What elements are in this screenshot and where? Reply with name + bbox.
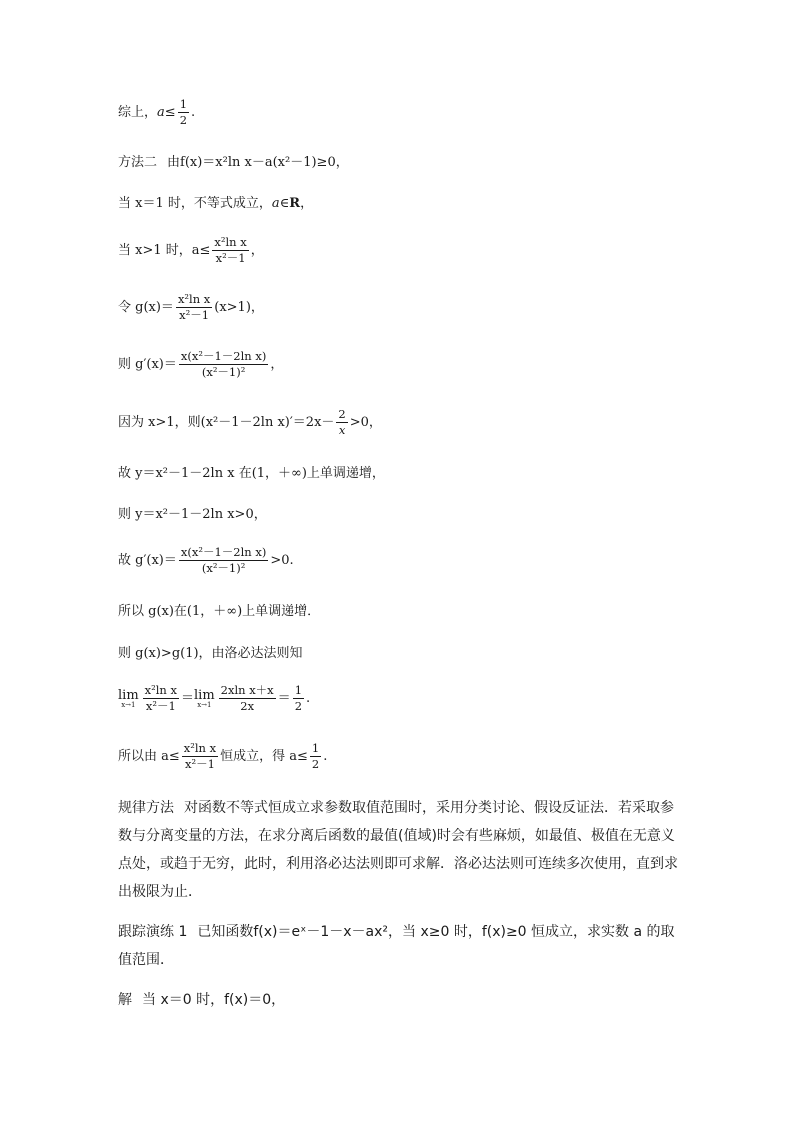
fraction bbox=[179, 350, 268, 379]
method-label: 方法二 bbox=[118, 155, 158, 170]
denominator: x²－1 bbox=[145, 699, 176, 714]
var-a: a∈ bbox=[271, 196, 290, 211]
fraction bbox=[310, 742, 321, 771]
text: >0， bbox=[349, 414, 382, 430]
limit-operator bbox=[118, 688, 139, 710]
rule-label: 规律方法 bbox=[118, 800, 174, 816]
denominator: 2 bbox=[311, 757, 320, 772]
fraction bbox=[182, 742, 218, 771]
numerator: x(x²－1－2ln x) bbox=[179, 546, 268, 561]
exercise-label: 跟踪演练 1 bbox=[118, 924, 188, 940]
limit-line bbox=[118, 684, 310, 713]
method-two-line bbox=[118, 155, 349, 171]
lim-subscript: x→1 bbox=[121, 701, 136, 710]
denominator: x²－1 bbox=[215, 251, 246, 266]
text: 综上， bbox=[118, 104, 158, 120]
lim-text: lim bbox=[118, 687, 139, 703]
solution-text: 当 x＝0 时，f(x)＝0， bbox=[142, 992, 286, 1008]
text: 由f(x)＝x²ln x－a(x²－1)≥0， bbox=[167, 155, 349, 170]
y-positive-line bbox=[118, 507, 267, 523]
text: 故 g′(x)＝ bbox=[118, 552, 177, 568]
fraction bbox=[219, 684, 276, 713]
define-g-line bbox=[118, 293, 264, 322]
lhopital-line bbox=[118, 646, 303, 662]
text: 令 g(x)＝ bbox=[118, 299, 174, 315]
fraction bbox=[293, 684, 304, 713]
denominator: 2 bbox=[179, 113, 188, 128]
monotonic-y-line bbox=[118, 466, 385, 482]
denominator: (x²－1)² bbox=[201, 365, 246, 380]
var-a: a bbox=[157, 104, 165, 120]
fraction bbox=[143, 684, 179, 713]
lim-subscript: x→1 bbox=[197, 701, 212, 710]
punct: . bbox=[323, 748, 328, 764]
denominator: 2 bbox=[294, 699, 303, 714]
text: (x>1)， bbox=[214, 299, 264, 315]
derivative-positive-line bbox=[118, 546, 294, 575]
numerator: x²ln x bbox=[143, 684, 179, 699]
numerator: 1 bbox=[178, 98, 189, 113]
denominator: (x²－1)² bbox=[201, 561, 246, 576]
numerator: x²ln x bbox=[182, 742, 218, 757]
equals: ＝ bbox=[180, 690, 194, 706]
relation: ≤ bbox=[164, 104, 176, 120]
fraction bbox=[176, 293, 212, 322]
punct: . bbox=[191, 104, 196, 120]
numerator: 1 bbox=[310, 742, 321, 757]
punct: ， bbox=[300, 196, 314, 211]
text: 所以 g(x)在(1，＋∞)上单调递增． bbox=[118, 604, 321, 619]
text: 当 x>1 时，a≤ bbox=[118, 242, 211, 258]
numerator: x²ln x bbox=[212, 236, 248, 251]
punct: ， bbox=[270, 356, 284, 372]
equals: ＝ bbox=[277, 690, 291, 706]
fraction bbox=[179, 546, 268, 575]
denominator: x²－1 bbox=[184, 757, 215, 772]
text: >0. bbox=[270, 552, 294, 568]
text: 则 y＝x²－1－2ln x>0， bbox=[118, 507, 267, 522]
numerator: x(x²－1－2ln x) bbox=[179, 350, 268, 365]
exercise-text: 已知函数f(x)＝eˣ－1－x－ax²，当 x≥0 时，f(x)≥0 恒成立，求实数 a 的取值范围． bbox=[118, 924, 675, 968]
denominator: x bbox=[338, 423, 346, 438]
text: 当 x＝1 时，不等式成立， bbox=[118, 196, 272, 211]
fraction bbox=[212, 236, 248, 265]
lim-text: lim bbox=[194, 687, 215, 703]
limit-operator bbox=[194, 688, 215, 710]
text: 所以由 a≤ bbox=[118, 748, 180, 764]
text: 因为 x>1，则(x²－1－2ln x)′＝2x－ bbox=[118, 414, 335, 430]
solution-label: 解 bbox=[118, 992, 132, 1008]
conclusion-line bbox=[118, 98, 195, 127]
numerator: x²ln x bbox=[176, 293, 212, 308]
final-conclusion-line bbox=[118, 742, 327, 771]
case-x-gt-1 bbox=[118, 236, 264, 265]
numerator: 1 bbox=[293, 684, 304, 699]
g-monotonic-line bbox=[118, 604, 320, 620]
rule-method-paragraph bbox=[118, 794, 678, 906]
since-x-gt-1-line bbox=[118, 408, 382, 437]
derivative-line bbox=[118, 350, 283, 379]
solution-paragraph bbox=[118, 986, 678, 1014]
text: 则 g′(x)＝ bbox=[118, 356, 177, 372]
rule-text: 对函数不等式恒成立求参数取值范围时，采用分类讨论、假设反证法．若采取参数与分离变量的方法，在求分离后函数的最值(值域)时会有些麻烦，如最值、极值在无意义点处，或趋于无穷，此时，利用洛必达法则即可求解．洛必达法则可连续多次使用，直到求出极限为止． bbox=[118, 800, 678, 900]
fraction bbox=[178, 98, 189, 127]
denominator: x²－1 bbox=[179, 308, 210, 323]
punct: ， bbox=[250, 242, 264, 258]
exercise-paragraph bbox=[118, 918, 678, 974]
text: 则 g(x)>g(1)，由洛必达法则知 bbox=[118, 646, 303, 661]
real-set: R bbox=[289, 196, 301, 211]
case-x-equals-1 bbox=[118, 196, 313, 212]
denominator: 2x bbox=[240, 699, 255, 714]
numerator: 2xln x＋x bbox=[219, 684, 276, 699]
fraction bbox=[336, 408, 347, 437]
text: 故 y＝x²－1－2ln x 在(1，＋∞)上单调递增， bbox=[118, 466, 385, 481]
numerator: 2 bbox=[336, 408, 347, 423]
text: 恒成立，得 a≤ bbox=[220, 748, 308, 764]
punct: . bbox=[306, 690, 311, 706]
